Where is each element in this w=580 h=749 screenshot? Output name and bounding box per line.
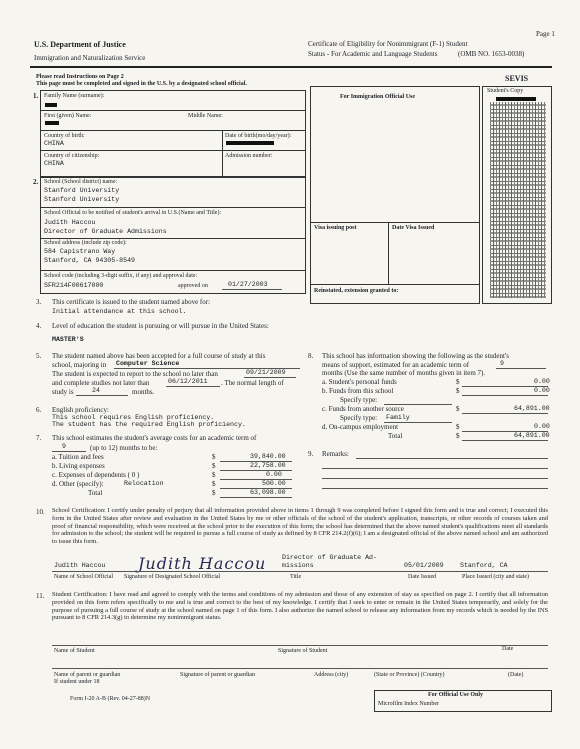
item-3-value: Initial attendance at this school. [52,308,187,315]
service-name: Immigration and Naturalization Service [34,54,146,62]
family-name-label: Family Name (surname): [44,93,105,99]
form-identifier: Form I-20 A-B (Rev. 04-27-88)N [70,696,151,702]
official-use-box [310,86,480,304]
item-6-number: 6. [36,406,42,414]
student-certification-text: Student Certification: I have read and agreed to comply with the terms and conditions of my admission and those of any extension of stay as specified on page 2. I certify that all information provided on this form refers specifically to me and is true and correct to the best of my knowledge. I certify that I seek to enter or remain in the United States temporarily, and solely for the purpose of pursuing a full course of study at the school named on page 1 of this form. I also authorize the named school to release any information from my records which is needed by the INS pursuant to 8 CFR 214.3(g) to determine my nonimmigrant status. [52,591,548,622]
school-certification-text: School Certification: I certify under penalty of perjury that all information provided above in items 1 through 9 was completed before I signed this form and is true and correct; I executed this form in the United States after review and evaluation in the United States by me or other officials of the school of the student's application, transcripts, or other records of courses taken and proof of financial responsibility, which were received at the school prior to the execution of this form; the school has determined that the above named student's qualifications meet all standards for admission to the school; the student will be required to pursue a full course of study as defined by 8 CFR 214.2(f)(6); I am a designated official of the above named school and am authorized to issue this form. [52,507,548,546]
item-4-text: Level of education the student is pursuing or will pursue in the United States: [52,322,269,330]
footer-official-use: For Official Use Only [428,692,484,698]
item-7d-value: 500.00 [262,480,286,487]
student-date-label: Date [502,646,514,652]
certificate-title: Certificate of Eligibility for Nonimmigrant (F-1) Student [308,40,468,48]
item-3-text: This certificate is issued to the student named above for: [52,298,211,306]
item-8c-label: c. Funds from another source [322,405,404,413]
item-7c-dollar: $ [212,471,216,479]
item-7d-spec: Relocation [124,480,164,487]
item-7-total-label: Total [88,489,103,497]
item-4-number: 4. [36,322,42,330]
item-7-line-2: (up to 12) months to be: [90,444,158,452]
item-8-months: 9 [500,360,504,367]
item-7-total-value: 63,098.00 [250,489,286,496]
redacted-dob [226,141,274,145]
school-official-label: School Official to be notified of student's arrival in U.S.(Name and Title): [44,210,222,216]
item-8b-label: b. Funds from this school [322,387,394,395]
page-number: Page 1 [536,30,555,38]
item-8b-value: 0.00 [534,387,550,394]
item-7d-dollar: $ [212,480,216,488]
school-address-2: Stanford, CA 94305-8549 [44,257,136,264]
official-use-title: For Immigration Official Use [340,94,416,100]
item-5-line-5: study is [52,388,74,396]
item-7a-dollar: $ [212,453,216,461]
school-address-label: School address (include zip code): [44,240,127,246]
item-7c-value: 0.00 [266,471,282,478]
item-8a-value: 0.00 [534,378,550,385]
parent-date-label: (Date) [508,672,524,678]
item-7-number: 7. [36,434,42,442]
school-name-1: Stanford University [44,187,120,194]
item-6-value-2: The student has the required English proficiency. [52,421,246,428]
country-citizen-value: CHINA [44,160,64,167]
item-8-total-value: 64,891.00 [514,432,550,439]
student-name-label: Name of Student [54,648,95,654]
approved-on-label: approved on [178,283,208,289]
student-signature-label: Signature of Student [278,648,328,654]
date-issued-label: Date Issued [408,574,437,580]
item-9-label: Remarks: [322,450,349,458]
item-7-line-1: This school estimates the student's average costs for an academic term of [52,434,257,442]
parent-name-sublabel: If student under 18 [54,679,100,685]
barcode-image [490,102,546,298]
item-8b-spec: Specify type: [340,396,378,404]
admission-number-label: Admission number: [225,153,273,159]
redacted-family-name [45,103,57,107]
school-name-2: Stanford University [44,196,120,203]
item-7-months: 9 [62,443,66,450]
item-8a-label: a. Student's personal funds [322,378,397,386]
visa-date-label: Date Visa Issued [392,225,435,231]
parent-name-label: Name of parent or guardian [54,672,121,678]
visa-post-label: Visa issuing post [314,225,357,231]
redacted-first-name [45,121,59,125]
item-8-line-3: months (Use the same number of months given in item 7). [322,369,486,377]
redacted-id [496,97,536,101]
omb-number: (OMB NO. 1653-0038) [458,50,525,58]
item-7a-label: a. Tuition and fees [52,453,104,461]
country-citizen-label: Country of citizenship: [44,153,100,159]
item-5-line-5b: months. [132,388,155,396]
approval-date-value: 01/27/2003 [228,281,268,288]
item-5-line-1: The student named above has been accepted for a full course of study at this [52,352,266,360]
address-city-label: Address (city) [314,672,349,678]
signer-title-2: missions [282,562,314,569]
section-1-number: 1. [33,92,39,100]
school-code-value: SFR214F00617000 [44,282,104,289]
item-8b-dollar: $ [456,387,460,395]
country-birth-value: CHINA [44,140,64,147]
item-5-line-4: and complete studies not later than [52,379,150,387]
school-address-1: 584 Capistrano Way [44,248,116,255]
school-official-title: Director of Graduate Admissions [44,228,167,235]
item-8-total-dollar: $ [456,432,460,440]
item-8-number: 8. [308,352,314,360]
item-9-number: 9. [308,450,314,458]
students-copy-label: Student's Copy [487,88,524,94]
middle-name-label: Middle Name: [188,113,223,119]
item-8c-value: 64,891.00 [514,405,550,412]
item-11-number: 11. [36,592,45,600]
school-code-label: School code (including 3-digit suffix, if any) and approval date: [44,273,198,279]
item-6-text: English proficiency: [52,406,109,414]
official-title-label: Title [290,574,302,580]
place-issued-value: Stanford, CA [460,562,508,569]
item-5-line-3: The student is expected to report to the school no later than [52,370,218,378]
certificate-subtitle: Status - For Academic and Language Students [308,50,438,58]
school-official-name-label: Name of School Official [54,574,114,580]
item-8c-spec: Specify type: [340,414,378,422]
sevis-label: SEVIS [505,74,529,83]
signer-title-1: Director of Graduate Ad- [282,554,377,561]
official-signature-label: Signature of Designated School Official [124,574,221,580]
reinstated-label: Reinstated, extension granted to: [314,288,399,294]
official-signature: Judith Haccou [138,554,267,573]
item-7d-label: d. Other (specify): [52,480,104,488]
item-8c-spec-value: Family [386,414,410,421]
item-5-line-2: school, majoring in [52,361,107,369]
school-official-name: Judith Haccou [44,219,96,226]
item-6-value-1: This school requires English proficiency. [52,414,215,421]
department-name: U.S. Department of Justice [34,40,126,49]
item-7b-value: 22,758.00 [250,462,286,469]
item-8-line-2: means of support, estimated for an academic term of [322,361,470,369]
school-name-label: School (School district) name: [44,179,118,185]
item-4-value: MASTER'S [52,336,84,343]
item-7b-label: b. Living expenses [52,462,105,470]
item-5-line-4b: . The normal length of [221,379,284,387]
state-country-label: (State or Province) (Country) [374,672,445,678]
item-3-number: 3. [36,298,42,306]
item-8c-dollar: $ [456,405,460,413]
first-name-label: First (given) Name: [44,113,92,119]
place-issued-label: Place Issued (city and state) [462,574,529,580]
date-issued-value: 05/01/2009 [404,562,444,569]
item-5-major: Computer Science [116,360,180,367]
item-8d-value: 0.00 [534,423,550,430]
country-birth-label: Country of birth: [44,133,85,139]
item-5-number: 5. [36,352,42,360]
parent-signature-label: Signature of parent or guardian [180,672,255,678]
item-10-number: 10. [36,508,45,516]
section-2-number: 2. [33,178,39,186]
item-8d-dollar: $ [456,423,460,431]
item-8-total-label: Total [388,432,403,440]
item-7c-label: c. Expenses of dependents ( 0 ) [52,471,140,479]
instructions-line-1: Please read Instructions on Page 2 [36,74,124,80]
item-5-complete-date: 06/12/2011 [168,378,208,385]
microfilm-index-label: Microfilm Index Number [378,701,439,707]
instructions-line-2: This page must be completed and signed in the U.S. by a designated school official. [36,81,247,87]
signer-name: Judith Haccou [54,562,106,569]
item-8-line-1: This school has information showing the following as the student's [322,352,509,360]
item-5-report-date: 09/21/2009 [246,369,286,376]
item-8a-dollar: $ [456,378,460,386]
item-7a-value: 39,840.00 [250,453,286,460]
dob-label: Date of birth(mo/day/year): [225,133,292,139]
item-5-months: 24 [92,387,100,394]
item-7b-dollar: $ [212,462,216,470]
item-7-total-dollar: $ [212,489,216,497]
item-8d-label: d. On-campus employment [322,423,399,431]
